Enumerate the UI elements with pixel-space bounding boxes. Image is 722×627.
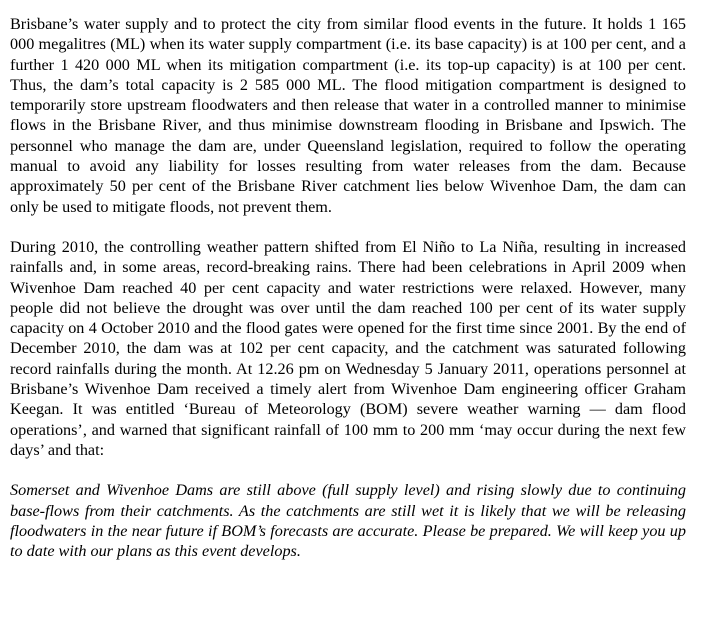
block-quote-flood-alert: Somerset and Wivenhoe Dams are still above (full supply level) and rising slowly due to continuing base-flows from their catchments. As the catchments are still wet it is likely that we will be releasing floodwaters in the near future if BOM’s forecasts are accurate. Please be prepared. We will keep you up to date with our plans as this event develops.	[10, 481, 686, 561]
paragraph-wivenhoe-dam-capacity: Brisbane’s water supply and to protect the city from similar flood events in the future. It holds 1 165 000 megalitres (ML) when its water supply compartment (i.e. its base capacity) is at 100 per cent, and a further 1 420 000 ML when its mitigation compartment (i.e. its top-up capacity) is at 100 per cent. Thus, the dam’s total capacity is 2 585 000 ML. The flood mitigation compartment is designed to temporarily store upstream floodwaters and then release that water in a controlled manner to minimise flows in the Brisbane River, and thus minimise downstream flooding in Brisbane and Ipswich. The personnel who manage the dam are, under Queensland legislation, required to follow the operating manual to avoid any liability for losses resulting from water releases from the dam. Because approximately 50 per cent of the Brisbane River catchment lies below Wivenhoe Dam, the dam can only be used to mitigate floods, not prevent them.	[10, 15, 686, 216]
document-page	[10, 14, 686, 561]
paragraph-2010-weather-events: During 2010, the controlling weather pattern shifted from El Niño to La Niña, resulting in increased rainfalls and, in some areas, record-breaking rains. There had been celebrations in April 2009 when Wivenhoe Dam reached 40 per cent capacity and water restrictions were relaxed. However, many people did not believe the drought was over until the dam reached 100 per cent of its water supply capacity on 4 October 2010 and the flood gates were opened for the first time since 2001. By the end of December 2010, the dam was at 102 per cent capacity, and the catchment was saturated following record rainfalls during the month. At 12.26 pm on Wednesday 5 January 2011, operations personnel at Brisbane’s Wivenhoe Dam received a timely alert from Wivenhoe Dam engineering officer Graham Keegan. It was entitled ‘Bureau of Meteorology (BOM) severe weather warning — dam flood operations’, and warned that significant rainfall of 100 mm to 200 mm ‘may occur during the next few days’ and that:	[10, 237, 686, 459]
